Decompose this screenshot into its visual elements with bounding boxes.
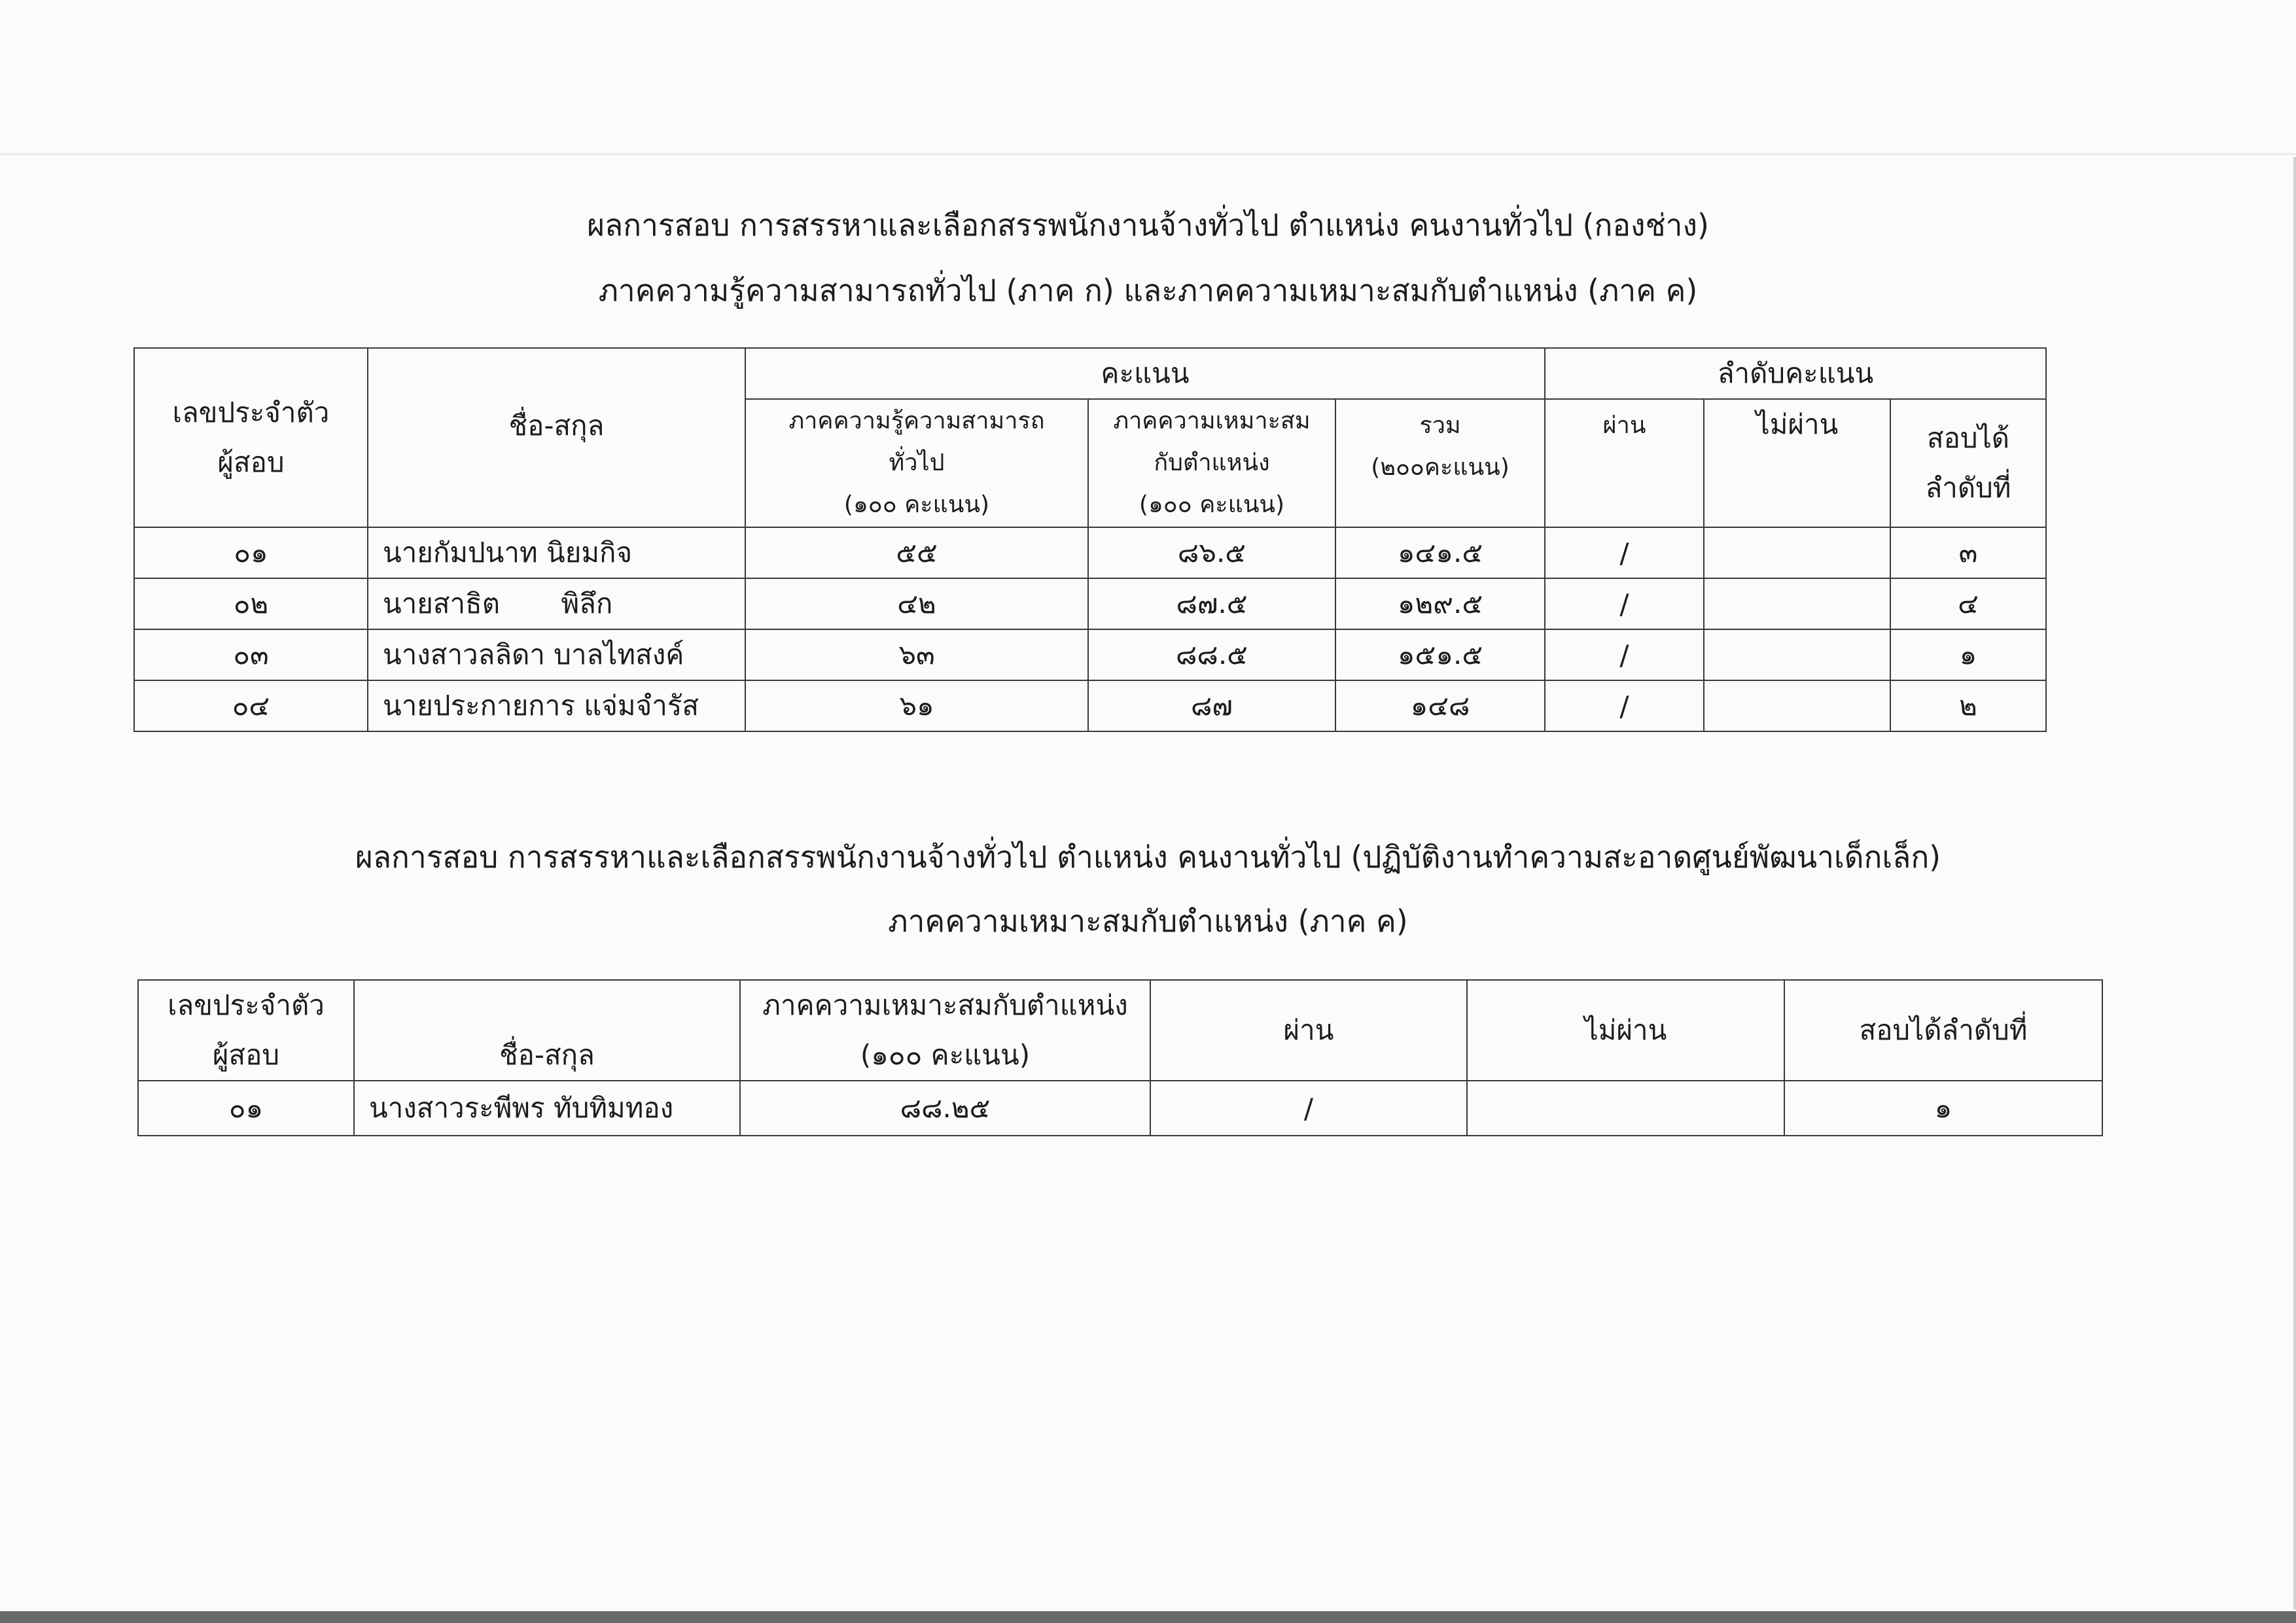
pass-mark: /	[1545, 527, 1704, 578]
total-score: ๑๔๘	[1335, 680, 1545, 731]
table-row	[134, 527, 2046, 578]
results-table-1	[133, 347, 2047, 732]
table-row	[134, 680, 2046, 731]
candidate-id: ๐๑	[134, 527, 368, 578]
header-pass: ผ่าน	[1545, 399, 1704, 527]
candidate-name: นายประกายการ แจ่มจำรัส	[368, 680, 745, 731]
header-rank-group: ลำดับคะแนน	[1545, 348, 2046, 399]
pass-mark: /	[1545, 629, 1704, 680]
fail-mark	[1704, 680, 1890, 731]
suitability-score: ๘๗	[1088, 680, 1335, 731]
fail-mark	[1704, 578, 1890, 629]
rank-value: ๔	[1890, 578, 2046, 629]
suitability-score: ๘๗.๕	[1088, 578, 1335, 629]
rank-value: ๒	[1890, 680, 2046, 731]
header-suitability-score: ภาคความเหมาะสมกับตำแหน่ง (๑๐๐ คะแนน)	[740, 980, 1150, 1081]
header-rank: สอบได้ ลำดับที่	[1890, 399, 2046, 527]
candidate-name: นางสาวระพีพร ทับทิมทอง	[354, 1081, 740, 1136]
general-score: ๔๒	[745, 578, 1088, 629]
rank-value: ๓	[1890, 527, 2046, 578]
candidate-name: นายสาธิต พิลึก	[368, 578, 745, 629]
candidate-id: ๐๑	[138, 1081, 354, 1136]
fail-mark	[1704, 527, 1890, 578]
pass-mark: /	[1545, 680, 1704, 731]
suitability-score: ๘๘.๒๕	[740, 1081, 1150, 1136]
table-row	[138, 1081, 2102, 1136]
total-score: ๑๒๙.๕	[1335, 578, 1545, 629]
header-general-score: ภาคความรู้ความสามารถ ทั่วไป (๑๐๐ คะแนน)	[745, 399, 1088, 527]
header-candidate-id: เลขประจำตัว ผู้สอบ	[134, 348, 368, 527]
general-score: ๕๕	[745, 527, 1088, 578]
fail-mark	[1704, 629, 1890, 680]
results-table-2	[137, 979, 2103, 1136]
section1-subtitle: ภาคความรู้ความสามารถทั่วไป (ภาค ก) และภาคความเหมาะสมกับตำแหน่ง (ภาค ค)	[598, 273, 1698, 308]
candidate-id: ๐๔	[134, 680, 368, 731]
suitability-score: ๘๖.๕	[1088, 527, 1335, 578]
total-score: ๑๕๑.๕	[1335, 629, 1545, 680]
pass-mark: /	[1150, 1081, 1467, 1136]
suitability-score: ๘๘.๕	[1088, 629, 1335, 680]
header-suitability-score: ภาคความเหมาะสม กับตำแหน่ง (๑๐๐ คะแนน)	[1088, 399, 1335, 527]
top-divider	[0, 153, 2296, 155]
header-fail: ไม่ผ่าน	[1704, 399, 1890, 527]
header-name: ชื่อ-สกุล	[354, 980, 740, 1081]
candidate-id: ๐๓	[134, 629, 368, 680]
general-score: ๖๓	[745, 629, 1088, 680]
total-score: ๑๔๑.๕	[1335, 527, 1545, 578]
scan-bottom-edge	[0, 1611, 2296, 1623]
candidate-id: ๐๒	[134, 578, 368, 629]
candidate-name: นายกัมปนาท นิยมกิจ	[368, 527, 745, 578]
header-rank: สอบได้ลำดับที่	[1784, 980, 2102, 1081]
page-edge-right	[2293, 157, 2296, 1609]
pass-mark: /	[1545, 578, 1704, 629]
header-name: ชื่อ-สกุล	[368, 348, 745, 527]
table-row	[134, 629, 2046, 680]
header-fail: ไม่ผ่าน	[1467, 980, 1784, 1081]
table-row	[134, 578, 2046, 629]
header-candidate-id: เลขประจำตัว ผู้สอบ	[138, 980, 354, 1081]
header-pass: ผ่าน	[1150, 980, 1467, 1081]
header-total-score: รวม (๒๐๐คะแนน)	[1335, 399, 1545, 527]
rank-value: ๑	[1890, 629, 2046, 680]
section2-subtitle: ภาคความเหมาะสมกับตำแหน่ง (ภาค ค)	[888, 903, 1408, 939]
section1-title: ผลการสอบ การสรรหาและเลือกสรรพนักงานจ้างทั่วไป ตำแหน่ง คนงานทั่วไป (กองช่าง)	[587, 207, 1709, 243]
rank-value: ๑	[1784, 1081, 2102, 1136]
candidate-name: นางสาวลลิดา บาลไทสงค์	[368, 629, 745, 680]
section2-title: ผลการสอบ การสรรหาและเลือกสรรพนักงานจ้างทั่วไป ตำแหน่ง คนงานทั่วไป (ปฏิบัติงานทำความสะอาดศูนย์พัฒนาเด็กเล็ก)	[355, 839, 1941, 875]
fail-mark	[1467, 1081, 1784, 1136]
general-score: ๖๑	[745, 680, 1088, 731]
header-score-group: คะแนน	[745, 348, 1545, 399]
